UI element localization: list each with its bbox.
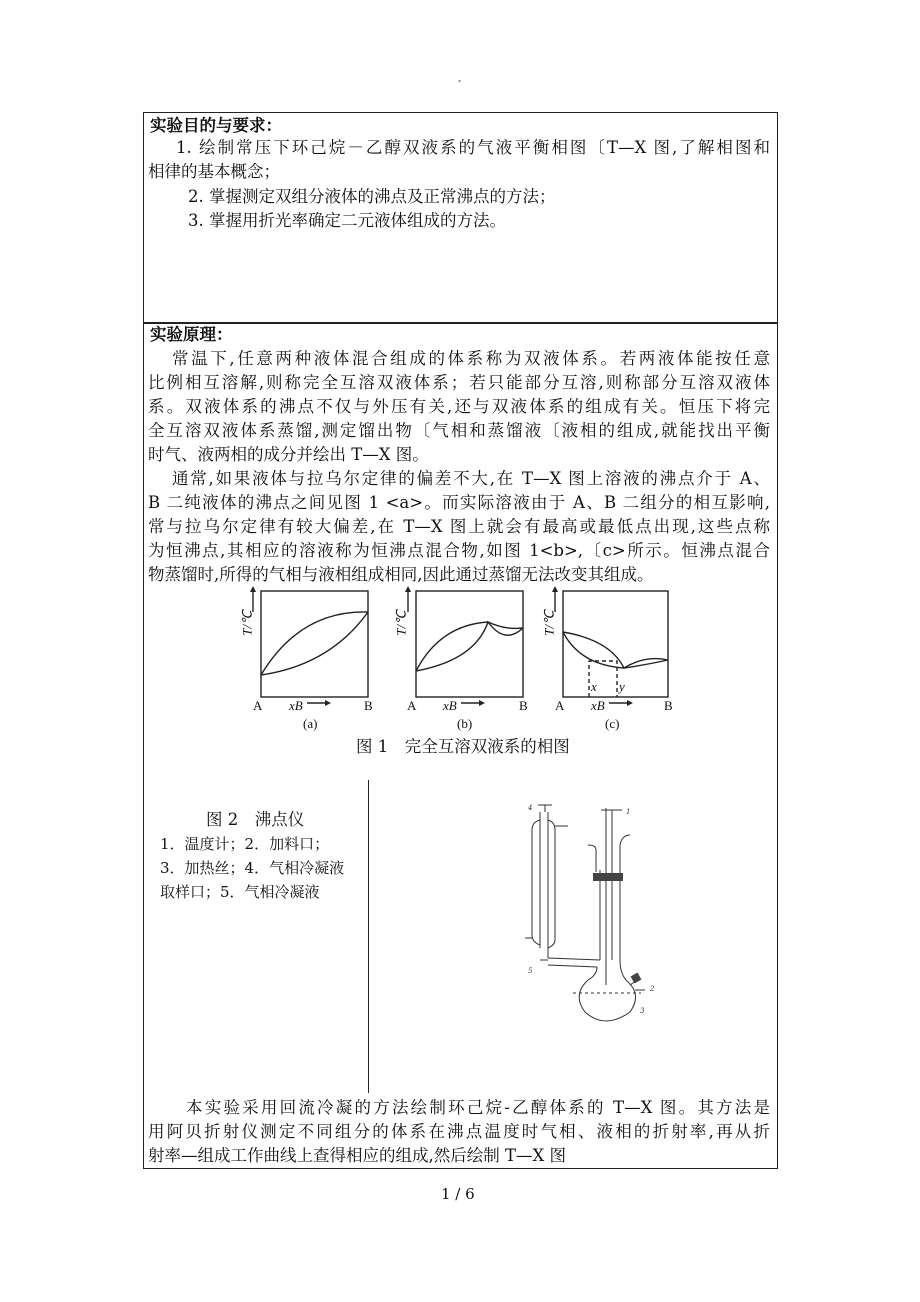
subfigure-label: (c) <box>605 716 620 731</box>
axis-label-a: A <box>253 698 263 713</box>
tie-x-label: x <box>591 679 597 694</box>
tie-y-label: y <box>619 679 625 694</box>
x-axis-label: xB <box>591 698 605 713</box>
p1-line: 系。双液体系的沸点不仅与外压有关,还与双液体系的组成有关。恒压下将完 <box>148 397 770 416</box>
label-3: 3 <box>640 1007 645 1015</box>
label-2: 2 <box>650 985 655 993</box>
principle-title: 实验原理： <box>150 325 233 344</box>
p1-line: 全互溶双液体系蒸馏,测定馏出物〔气相和蒸馏液〔液相的组成,就能找出平衡 <box>148 421 770 440</box>
stopper <box>593 873 623 881</box>
subfigure-label: (a) <box>303 716 318 731</box>
p2-line: 为恒沸点,其相应的溶液称为恒沸点混合物,如图 1<b>,〔c>所示。恒沸点混合 <box>148 541 770 560</box>
objective-1: 1. 绘制常压下环己烷－乙醇双液系的气液平衡相图〔T—X 图,了解相图和 <box>176 138 770 157</box>
flask <box>579 870 635 1021</box>
subfigure-label: (b) <box>457 716 473 731</box>
condenser-inner <box>538 805 552 958</box>
x-axis-label: xB <box>443 698 457 713</box>
label-4: 4 <box>528 804 533 812</box>
objective-1-cont: 相律的基本概念； <box>148 162 280 181</box>
p2-line: 常与拉乌尔定律有较大偏差,在 T—X 图上就会有最高或最低点出现,这些点称 <box>148 517 770 536</box>
p2-line: 通常,如果液体与拉乌尔定律的偏差不大,在 T—X 图上溶液的沸点介于 A、 <box>172 469 770 488</box>
figure2-legend-2: 3．加热丝；4．气相冷凝液 <box>160 859 345 877</box>
method-line: 用阿贝折射仪测定不同组分的体系在沸点温度时气相、液相的折射率,再从折 <box>148 1122 770 1141</box>
axis-label-b: B <box>519 698 528 713</box>
p1-line: 时气、液两相的成分并绘出 T—X 图。 <box>148 445 429 464</box>
figure2-legend-3: 取样口；5．气相冷凝液 <box>160 883 320 901</box>
x-axis-label: xB <box>289 698 303 713</box>
p2-line: B 二纯液体的沸点之间见图 1 <a>。而实际溶液由于 A、B 二组分的相互影响, <box>148 493 770 512</box>
feed-port <box>631 973 642 984</box>
objectives-title: 实验目的与要求： <box>150 116 282 135</box>
p2-line: 物蒸馏时,所得的气相与液相组成相同,因此通过蒸馏无法改变其组成。 <box>148 565 654 584</box>
objective-3: 3. 掌握用折光率确定二元液体组成的方法。 <box>188 211 506 230</box>
y-axis-label: T/℃ <box>393 610 409 636</box>
page-number: 1 / 6 <box>441 1185 475 1203</box>
figure2-legend-1: 1．温度计；2．加料口； <box>160 835 330 853</box>
axis-label-a: A <box>555 698 565 713</box>
p1-line: 常温下,任意两种液体混合组成的体系称为双液体系。若两液体能按任意 <box>172 349 770 368</box>
y-axis-label: T/℃ <box>541 610 557 636</box>
method-line: 射率—组成工作曲线上查得相应的组成,然后绘制 T—X 图 <box>148 1146 566 1165</box>
label-1: 1 <box>626 808 631 816</box>
y-axis-label: T/℃ <box>239 610 255 636</box>
p1-line: 比例相互溶解,则称完全互溶双液体系；若只能部分互溶,则称部分互溶双液体 <box>148 373 770 392</box>
axis-label-a: A <box>407 698 417 713</box>
axis-label-b: B <box>364 698 373 713</box>
condenser-jacket <box>532 820 555 948</box>
header-dot: . <box>457 67 463 86</box>
figure1-caption: 图 1 完全互溶双液系的相图 <box>356 737 570 756</box>
thermometer <box>600 808 612 985</box>
side-arm <box>548 958 600 967</box>
axis-label-b: B <box>664 698 673 713</box>
figure2-caption: 图 2 沸点仪 <box>206 810 305 829</box>
label-5: 5 <box>528 967 533 975</box>
objective-2: 2. 掌握测定双组分液体的沸点及正常沸点的方法； <box>188 187 556 206</box>
method-line: 本实验采用回流冷凝的方法绘制环己烷-乙醇体系的 T—X 图。其方法是 <box>186 1098 770 1117</box>
